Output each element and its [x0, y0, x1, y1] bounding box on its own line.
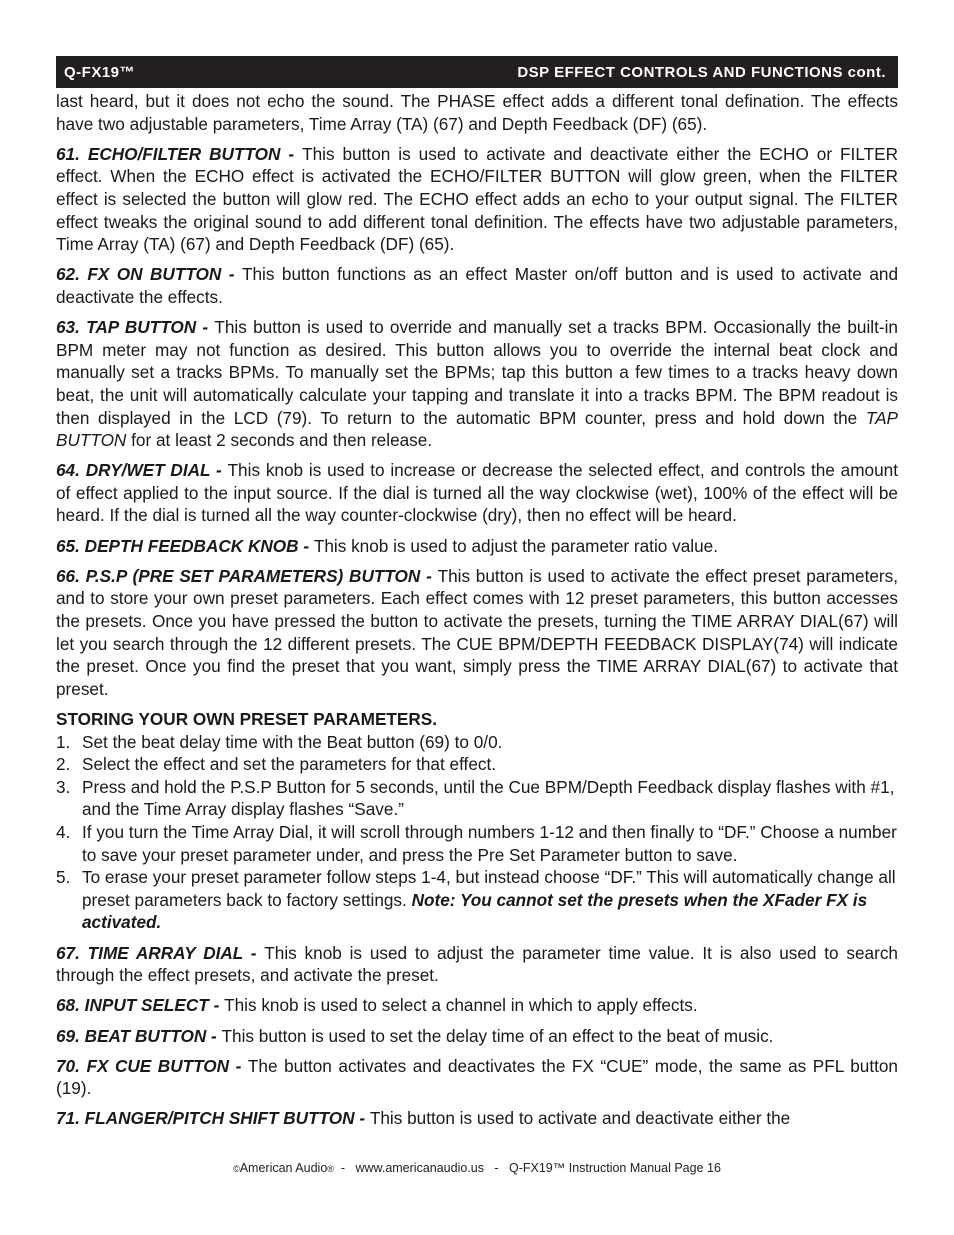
step-note: Note: You cannot set the presets when the XFader FX is activated. [82, 889, 868, 933]
item-heading: 69. BEAT BUTTON - [56, 1025, 222, 1046]
item-66 [56, 565, 898, 701]
item-heading: 63. TAP BUTTON - [56, 317, 215, 338]
step-number: 2. [56, 754, 71, 775]
step-number: 1. [56, 731, 71, 752]
heading-text: STORING YOUR OWN PRESET PARAMETERS [56, 709, 433, 729]
item-heading: 68. INPUT SELECT - [56, 995, 225, 1016]
step-item [56, 776, 898, 821]
header-section-title: DSP EFFECT CONTROLS AND FUNCTIONS cont. [517, 63, 886, 81]
step-text: If you turn the Time Array Dial, it will scroll through numbers 1-12 and then finally to “DF.” Choose a number to save your preset parameter under, and press the Pre Set Parameter button to save. [82, 821, 897, 865]
item-65 [56, 535, 898, 558]
item-text: This button is used to activate and deactivate either the ECHO or FILTER effect. When the ECHO effect is activated the ECHO/FILTER BUTTON will glow green, when the FILTER effect is selected the button will glow red. The ECHO effect adds an echo to your output signal. The FILTER effect tweaks the original sound to add different tonal definition. The effects have two adjustable parameters, Time Array (TA) (67) and Depth Feedback (DF) (65). [56, 143, 898, 255]
step-number: 5. [56, 867, 71, 888]
item-text: This knob is used to select a channel in which to apply effects. [224, 995, 698, 1016]
item-text: This button functions as an effect Master on/off button and is used to activate and deactivate the effects. [56, 264, 899, 307]
item-text: This button is used to activate the effect preset parameters, and to store your own preset parameters. Each effect comes with 12 preset parameters, this button accesses the presets. Once you have pressed the button to activate the presets, turning the TIME ARRAY DIAL(67) will let you search through the 12 different presets. The CUE BPM/DEPTH FEEDBACK DISPLAY(74) will indicate the preset. Once you find the preset that you want, simply press the TIME ARRAY DIAL(67) to activate that preset. [56, 565, 899, 699]
registered-symbol: ® [327, 1164, 334, 1174]
item-70 [56, 1055, 898, 1100]
item-61 [56, 143, 898, 256]
footer-text: - www.americanaudio.us - Q-FX19™ Instruction Manual Page 16 [333, 1161, 721, 1175]
step-item [56, 731, 898, 754]
item-68 [56, 994, 898, 1017]
step-number: 3. [56, 776, 71, 797]
heading-punctuation: . [432, 709, 438, 729]
item-62 [56, 263, 898, 308]
step-text: Set the beat delay time with the Beat button (69) to 0/0. [82, 731, 503, 752]
item-text: This knob is used to adjust the parameter ratio value. [313, 535, 718, 556]
step-number: 4. [56, 821, 71, 842]
item-text: The button activates and deactivates the FX “CUE” mode, the same as PFL button (19). [56, 1055, 898, 1099]
copyright-symbol: © [233, 1164, 240, 1174]
item-heading: 66. P.S.P (PRE SET PARAMETERS) BUTTON - [56, 565, 438, 586]
item-heading: 62. FX ON BUTTON - [56, 264, 242, 285]
item-heading: 67. TIME ARRAY DIAL - [56, 942, 265, 963]
manual-content [56, 90, 898, 1138]
item-heading: 64. DRY/WET DIAL - [56, 460, 228, 481]
item-heading: 70. FX CUE BUTTON - [56, 1055, 248, 1076]
footer-brand: American Audio [239, 1161, 328, 1175]
storing-steps-list [56, 731, 898, 934]
item-heading: 61. ECHO/FILTER BUTTON - [56, 143, 303, 164]
item-text: This button is used to override and manually set a tracks BPM. Occasionally the built-in BPM meter may not function as desired. This button allows you to override the internal beat clock and manually set a tracks BPMs. To manually set the BPMs; tap this button a few times to a tracks heavy down beat, the unit will automatically calculate your tapping and translate it into a tracks BPM. The BPM readout is then displayed in the LCD (79). To return to the automatic BPM counter, press and hold down the [56, 317, 898, 428]
item-heading: 71. FLANGER/PITCH SHIFT BUTTON - [56, 1108, 370, 1129]
step-text: To erase your preset parameter follow steps 1-4, but instead choose “DF.” This will automatically change all preset parameters back to factory settings. [82, 867, 896, 910]
item-text: This knob is used to adjust the parameter time value. It is also used to search through the effect presets, and activate the preset. [56, 942, 898, 986]
storing-presets-heading [56, 708, 898, 731]
item-text: This knob is used to increase or decrease the selected effect, and controls the amount of effect applied to the input source. If the dial is turned all the way clockwise (wet), 100% of the effect will be heard. If the dial is turned all the way counter-clockwise (dry), then no effect will be heard. [56, 460, 898, 526]
paragraph-continued [56, 90, 898, 135]
item-69 [56, 1025, 898, 1048]
header-bar [56, 56, 898, 88]
paragraph-text: last heard, but it does not echo the sound. The PHASE effect adds a different tonal defination. The effects have two adjustable parameters, Time Array (TA) (67) and Depth Feedback (DF) (65). [56, 91, 898, 134]
step-text: Press and hold the P.S.P Button for 5 seconds, until the Cue BPM/Depth Feedback display flashes with #1, and the Time Array display flashes “Save.” [82, 776, 895, 820]
step-text: Select the effect and set the parameters for that effect. [82, 754, 497, 775]
item-italic-term: TAP BUTTON [56, 407, 898, 451]
item-71 [56, 1107, 898, 1130]
item-text: This button is used to set the delay time of an effect to the beat of music. [221, 1025, 774, 1046]
header-model: Q-FX19™ [64, 63, 136, 81]
item-63 [56, 316, 898, 452]
item-text: This button is used to activate and deactivate either the [369, 1108, 791, 1129]
item-heading: 65. DEPTH FEEDBACK KNOB - [56, 535, 314, 556]
item-64 [56, 459, 898, 527]
step-item [56, 821, 898, 866]
item-text-tail: for at least 2 seconds and then release. [126, 430, 433, 451]
step-item [56, 753, 898, 776]
item-67 [56, 942, 898, 987]
page-footer [0, 1161, 954, 1175]
step-item [56, 866, 898, 934]
